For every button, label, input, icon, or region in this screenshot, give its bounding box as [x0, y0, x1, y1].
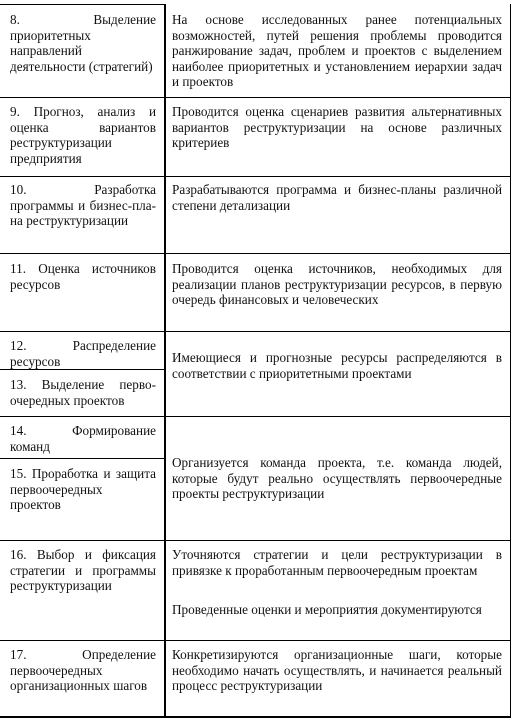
- row-divider: [0, 540, 511, 541]
- description-cell: Разрабатываются программа и бизнес-планы различной степени детализации: [172, 182, 502, 213]
- table-bottom-rule: [0, 716, 511, 718]
- step-cell: 16. Выбор и фиксация стратегии и программы реструктуризации: [10, 547, 156, 594]
- step-cell: 10. Разработка программы и бизнес-пла-на реструктуризации: [10, 182, 156, 229]
- row-divider: [0, 4, 165, 5]
- row-divider: [0, 458, 165, 459]
- description-cell: Организуется команда проекта, т.е. команда людей, которые будут реально осуществлять первоочередные проекты реструктуризации: [172, 455, 502, 502]
- row-divider: [0, 640, 511, 641]
- step-cell: 11. Оценка источников ресурсов: [10, 261, 156, 292]
- row-divider: [0, 416, 511, 417]
- description-cell: Имеющиеся и прогнозные ресурсы распределяются в соответствии с приоритетными проектами: [172, 350, 502, 381]
- description-cell: Проводится оценка сценариев развития альтернативных вариантов реструктуризации на основе различных критериев: [172, 104, 502, 151]
- description-cell: На основе исследованных ранее потенциальных возможностей, путей решения проблемы проводится ранжирование задач, проблем и проектов с выделением наиболее приоритетных и установлением иерархии задач и проектов: [172, 12, 502, 90]
- row-divider: [0, 253, 511, 254]
- step-cell: 9. Прогноз, анализ и оценка вариантов реструктуризации предприятия: [10, 104, 156, 166]
- step-cell: 14. Формирование команд: [10, 423, 156, 454]
- step-cell: 15. Проработка и защита первоочередных проектов: [10, 466, 156, 513]
- step-cell: 12. Распределение ресурсов: [10, 338, 156, 369]
- row-divider: [0, 176, 511, 177]
- description-cell: Конкретизируются организационные шаги, которые необходимо начать осуществлять, и начинается реальный процесс реструктуризации: [172, 647, 502, 694]
- row-divider: [0, 331, 511, 332]
- description-cell: Проведенные оценки и мероприятия документируются: [172, 602, 482, 617]
- step-cell: 13. Выделение перво-очередных проектов: [10, 377, 156, 408]
- column-divider: [164, 4, 166, 718]
- description-cell: Уточняются стратегии и цели реструктуризации в привязке к проработанным первоочередным проектам: [172, 547, 502, 578]
- description-cell: Проводится оценка источников, необходимых для реализации планов реструктуризации ресурсов, в первую очередь финансовых и человеческих: [172, 261, 502, 308]
- row-divider: [0, 97, 511, 98]
- step-cell: 17. Определение первоочередных организационных шагов: [10, 647, 156, 694]
- step-cell: 8. Выделение приоритетных направлений деятельности (стратегий): [10, 12, 156, 74]
- table-right-border: [510, 4, 511, 718]
